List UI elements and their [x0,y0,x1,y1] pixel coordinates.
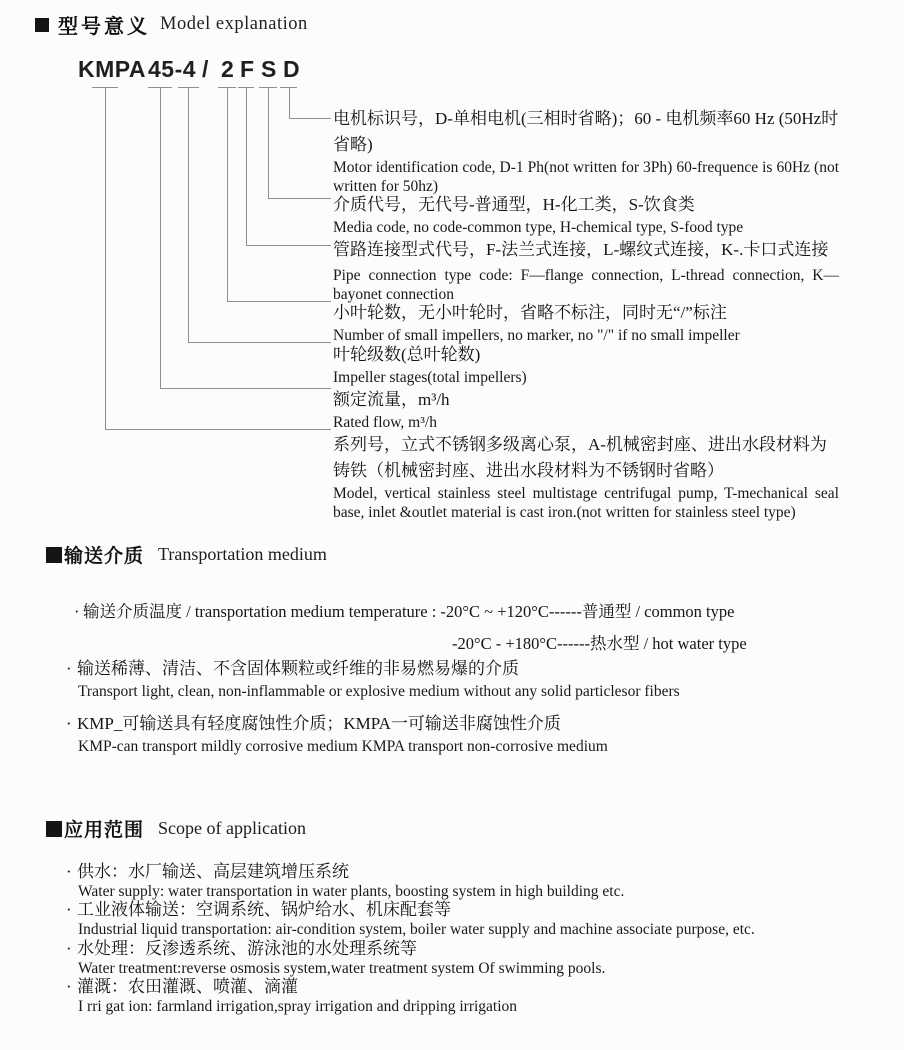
explanation-motor [333,106,839,196]
item-zh [66,861,624,882]
explanation-zh: 系列号，立式不锈钢多级离心泵，A-机械密封座、进出水段材料为铸铁（机械密封座、进出水段材料为不锈钢时省略） [333,435,827,480]
connector-vline-2 [227,87,228,301]
connector-hline-kmpa [105,429,331,430]
explanation-en: Media code, no code-common type, H-chemical type, S-food type [333,219,744,236]
heading-zh: 型号意义 [58,16,150,38]
connector-hline-4 [188,342,331,343]
item-en: KMP-can transport mildly corrosive medium KMPA transport non-corrosive medium [78,738,608,755]
temperature-line-hot-water [452,630,747,654]
connector-hline-2 [227,301,331,302]
code-series: KMPA [78,56,147,82]
item-zh [66,938,605,959]
item-zh-text: KMP_可输送具有轻度腐蚀性介质；KMPA一可输送非腐蚀性介质 [77,714,561,733]
explanation-impeller-stages [333,342,839,387]
item-zh [66,713,608,734]
item-zh-text: 输送稀薄、清洁、不含固体颗粒或纤维的非易燃易爆的介质 [77,659,519,678]
explanation-zh: 管路连接型式代号，F-法兰式连接，L-螺纹式连接，K-.卡口式连接 [333,240,829,259]
model-explanation-heading [35,10,308,39]
bullet-icon: · [66,659,72,678]
bullet-icon: · [66,939,72,958]
application-item-irrigation [66,976,517,1016]
code-pipe-connection: F [240,56,255,82]
item-zh-text: 水处理：反渗透系统、游泳池的水处理系统等 [77,939,417,958]
item-en: Industrial liquid transportation: air-condition system, boiler water supply and machine associate purpose, etc. [78,921,755,938]
connector-vline-kmpa [105,87,106,429]
item-zh-text: 工业液体输送：空调系统、锅炉给水、机床配套等 [77,900,451,919]
connector-hline-s [268,198,331,199]
bullet-icon: · [66,900,72,919]
section-marker-icon [46,821,62,837]
explanation-zh: 额定流量，m³/h [333,390,450,409]
heading-en: Scope of application [158,818,306,838]
explanation-media [333,192,839,237]
code-flow-stages: 45-4 [148,56,197,82]
explanation-en: Pipe connection type code: F—flange connection, L-thread connection, K—bayonet connection [333,267,839,303]
heading-zh: 应用范围 [64,820,145,841]
temperature-text: -20°C - +180°C------热水型 / hot water type [452,634,747,653]
item-en: I rri gat ion: farmland irrigation,spray irrigation and dripping irrigation [78,998,518,1015]
connector-vline-s [268,87,269,198]
code-small-impellers: 2 [221,56,235,82]
transportation-medium-heading [46,541,327,568]
item-en: Water treatment:reverse osmosis system,water treatment system Of swimming pools. [78,960,606,977]
explanation-en: Rated flow, m³/h [333,414,437,431]
heading-zh: 输送介质 [64,546,145,567]
bullet-icon: · [66,862,72,881]
explanation-en: Motor identification code, D-1 Ph(not written for 3Ph) 60-frequence is 60Hz (not written for 50hz) [333,159,839,195]
explanation-en: Impeller stages(total impellers) [333,369,527,386]
item-en: Transport light, clean, non-inflammable or explosive medium without any solid particlesor fibers [78,683,680,700]
explanation-zh: 电机标识号，D-单相电机(三相时省略)；60 - 电机频率60 Hz (50Hz时省略) [333,109,839,154]
explanation-zh: 小叶轮数，无小叶轮时，省略不标注，同时无“/”标注 [333,303,727,322]
explanation-en: Model, vertical stainless steel multistage centrifugal pump, T-mechanical seal base, inlet &outlet material is cast iron.(not written for stainless steel type) [333,485,839,521]
explanation-zh: 叶轮级数(总叶轮数) [333,345,481,364]
explanation-small-impellers [333,300,839,345]
section-marker-icon [46,547,62,563]
explanation-series [333,432,839,522]
application-item-industrial [66,899,755,939]
explanation-zh: 介质代号，无代号-普通型，H-化工类，S-饮食类 [333,195,695,214]
section-marker-icon [35,18,49,32]
item-zh [66,976,517,997]
item-zh-text: 灌溉：农田灌溉、喷灌、滴灌 [77,977,298,996]
item-en: Water supply: water transportation in water plants, boosting system in high building etc. [78,883,625,900]
connector-vline-45 [160,87,161,388]
item-zh [66,658,680,679]
bullet-icon: · [66,714,72,733]
bullet-icon: · [74,602,80,621]
item-zh-text: 供水：水厂输送、高层建筑增压系统 [77,862,349,881]
medium-item-corrosive [66,713,608,756]
bullet-icon: · [66,977,72,996]
connector-hline-d [289,118,331,119]
item-zh [66,899,755,920]
temperature-text: 输送介质温度 / transportation medium temperature : -20°C ~ +120°C------普通型 / common type [83,602,735,621]
heading-en: Model explanation [160,14,308,34]
code-media: S [261,56,277,82]
code-motor: D [283,56,301,82]
connector-hline-45 [160,388,331,389]
connector-vline-d [289,87,290,118]
medium-item-clean [66,658,680,701]
application-item-water-supply [66,861,624,901]
code-slash: / [202,56,209,82]
heading-en: Transportation medium [158,544,327,564]
explanation-rated-flow [333,387,839,432]
connector-vline-4 [188,87,189,342]
temperature-line-common [74,598,734,622]
connector-hline-f [246,245,331,246]
explanation-en: Number of small impellers, no marker, no "/" if no small impeller [333,327,740,344]
explanation-pipe-connection [333,237,839,304]
scope-of-application-heading [46,815,306,842]
connector-vline-f [246,87,247,245]
application-item-water-treatment [66,938,605,978]
